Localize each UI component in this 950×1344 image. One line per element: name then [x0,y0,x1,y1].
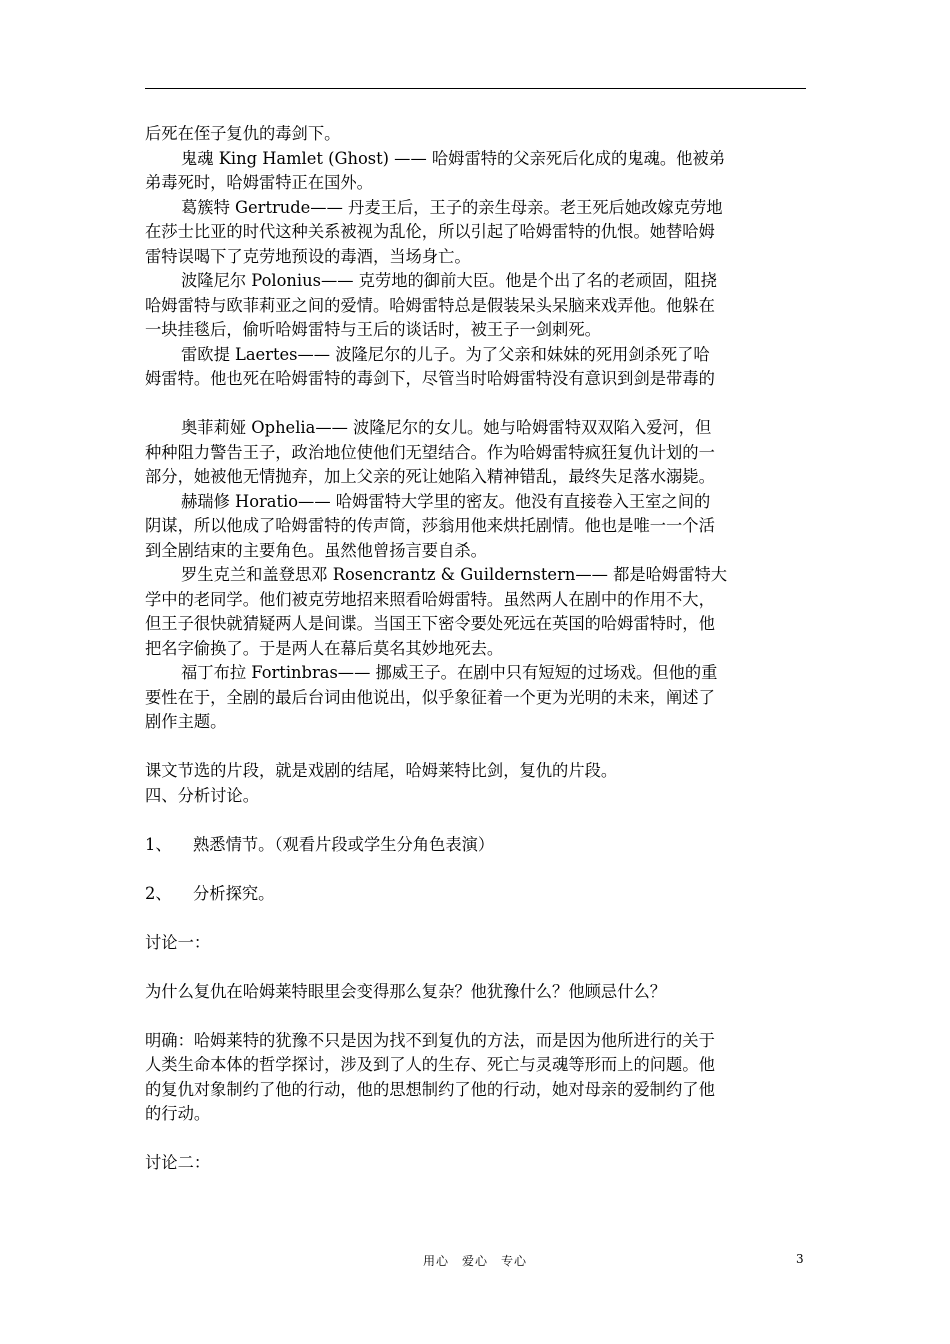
polonius-line: 一块挂毯后，偷听哈姆雷特与王后的谈话时，被王子一剑刺死。 [145,320,601,339]
excerpt-note: 课文节选的片段，就是戏剧的结尾，哈姆莱特比剑，复仇的片段。 [145,761,618,780]
answer-line: 的复仇对象制约了他的行动，他的思想制约了他的行动，她对母亲的爱制约了他 [145,1079,715,1099]
gertrude-line: 在莎士比亚的时代这种关系被视为乱伦，所以引起了哈姆雷特的仇恨。她替哈姆 [145,222,715,241]
list-text: 分析探究。 [193,883,275,903]
blank-line [145,808,809,833]
blank-line [145,1004,809,1029]
fortinbras-line: 剧作主题。 [145,712,227,731]
blank-line [145,906,809,931]
horatio-line: 阴谋，所以他成了哈姆雷特的传声筒，莎翁用他来烘托剧情。他也是唯一一个活 [145,516,715,535]
blank-line [145,1127,809,1152]
list-number: 2、 [145,883,172,903]
discussion-heading: 讨论二： [145,1153,211,1172]
document-body [145,122,809,1176]
horatio-line: 到全剧结束的主要角色。虽然他曾扬言要自杀。 [145,540,487,560]
footer-motto: 用心 爱心 专心 [422,1254,527,1268]
discussion-heading: 讨论一： [145,932,211,952]
page-number: 3 [796,1252,804,1266]
list-item [145,882,809,907]
polonius-line: 波隆尼尔 Polonius—— 克劳地的御前大臣。他是个出了名的老顽固，阻挠 [181,271,717,290]
ophelia-line: 部分，她被他无情抛弃，加上父亲的死让她陷入精神错乱，最终失足落水溺毙。 [145,467,715,486]
laertes-line: 雷欧提 Laertes—— 波隆尼尔的儿子。为了父亲和妹妹的死用剑杀死了哈 [181,344,710,364]
ophelia-line: 奥菲莉娅 Ophelia—— 波隆尼尔的女儿。她与哈姆雷特双双陷入爱河，但 [181,418,712,437]
blank-line [145,857,809,882]
rosencrantz-line: 但王子很快就猜疑两人是间谍。当国王下密令要处死远在英国的哈姆雷特时，他 [145,614,715,633]
gertrude-line: 葛簇特 Gertrude—— 丹麦王后，王子的亲生母亲。老王死后她改嫁克劳地 [181,197,723,217]
rosencrantz-line: 把名字偷换了。于是两人在幕后莫名其妙地死去。 [145,638,504,658]
laertes-line: 姆雷特。他也死在哈姆雷特的毒剑下，尽管当时哈姆雷特没有意识到剑是带毒的 [145,369,715,388]
rosencrantz-line: 学中的老同学。他们被克劳地招来照看哈姆雷特。虽然两人在剧中的作用不大， [145,589,715,609]
section-heading: 四、分析讨论。 [145,785,259,805]
blank-line [145,955,809,980]
horatio-line: 赫瑞修 Horatio—— 哈姆雷特大学里的密友。他没有直接卷入王室之间的 [181,491,711,511]
list-text: 熟悉情节。（观看片段或学生分角色表演） [193,834,495,854]
discussion-question: 为什么复仇在哈姆莱特眼里会变得那么复杂？他犹豫什么？他顾忌什么？ [145,981,667,1001]
polonius-line: 哈姆雷特与欧菲莉亚之间的爱情。哈姆雷特总是假装呆头呆脑来戏弄他。他躲在 [145,295,715,315]
header-rule [145,88,806,89]
blank-line [145,735,809,760]
answer-line: 的行动。 [145,1104,211,1123]
list-item [145,833,809,858]
answer-line: 明确：哈姆莱特的犹豫不只是因为找不到复仇的方法，而是因为他所进行的关于 [145,1030,715,1050]
ghost-line: 鬼魂 King Hamlet (Ghost) —— 哈姆雷特的父亲死后化成的鬼魂。他被弟 [181,148,725,168]
fortinbras-line: 福丁布拉 Fortinbras—— 挪威王子。在剧中只有短短的过场戏。但他的重 [181,663,718,682]
answer-line: 人类生命本体的哲学探讨，涉及到了人的生存、死亡与灵魂等形而上的问题。他 [145,1055,715,1074]
paragraph-continuation: 后死在侄子复仇的毒剑下。 [145,124,341,143]
ophelia-line: 种种阻力警告王子，政治地位使他们无望结合。作为哈姆雷特疯狂复仇计划的一 [145,442,715,462]
gertrude-line: 雷特误喝下了克劳地预设的毒酒，当场身亡。 [145,246,471,266]
rosencrantz-line: 罗生克兰和盖登思邓 Rosencrantz & Guildernstern—— 都是哈姆雷特大 [181,565,728,584]
fortinbras-line: 要性在于，全剧的最后台词由他说出，似乎象征着一个更为光明的未来，阐述了 [145,687,715,707]
ghost-line: 弟毒死时，哈姆雷特正在国外。 [145,173,373,192]
blank-line [145,392,809,417]
list-number: 1、 [145,834,172,854]
